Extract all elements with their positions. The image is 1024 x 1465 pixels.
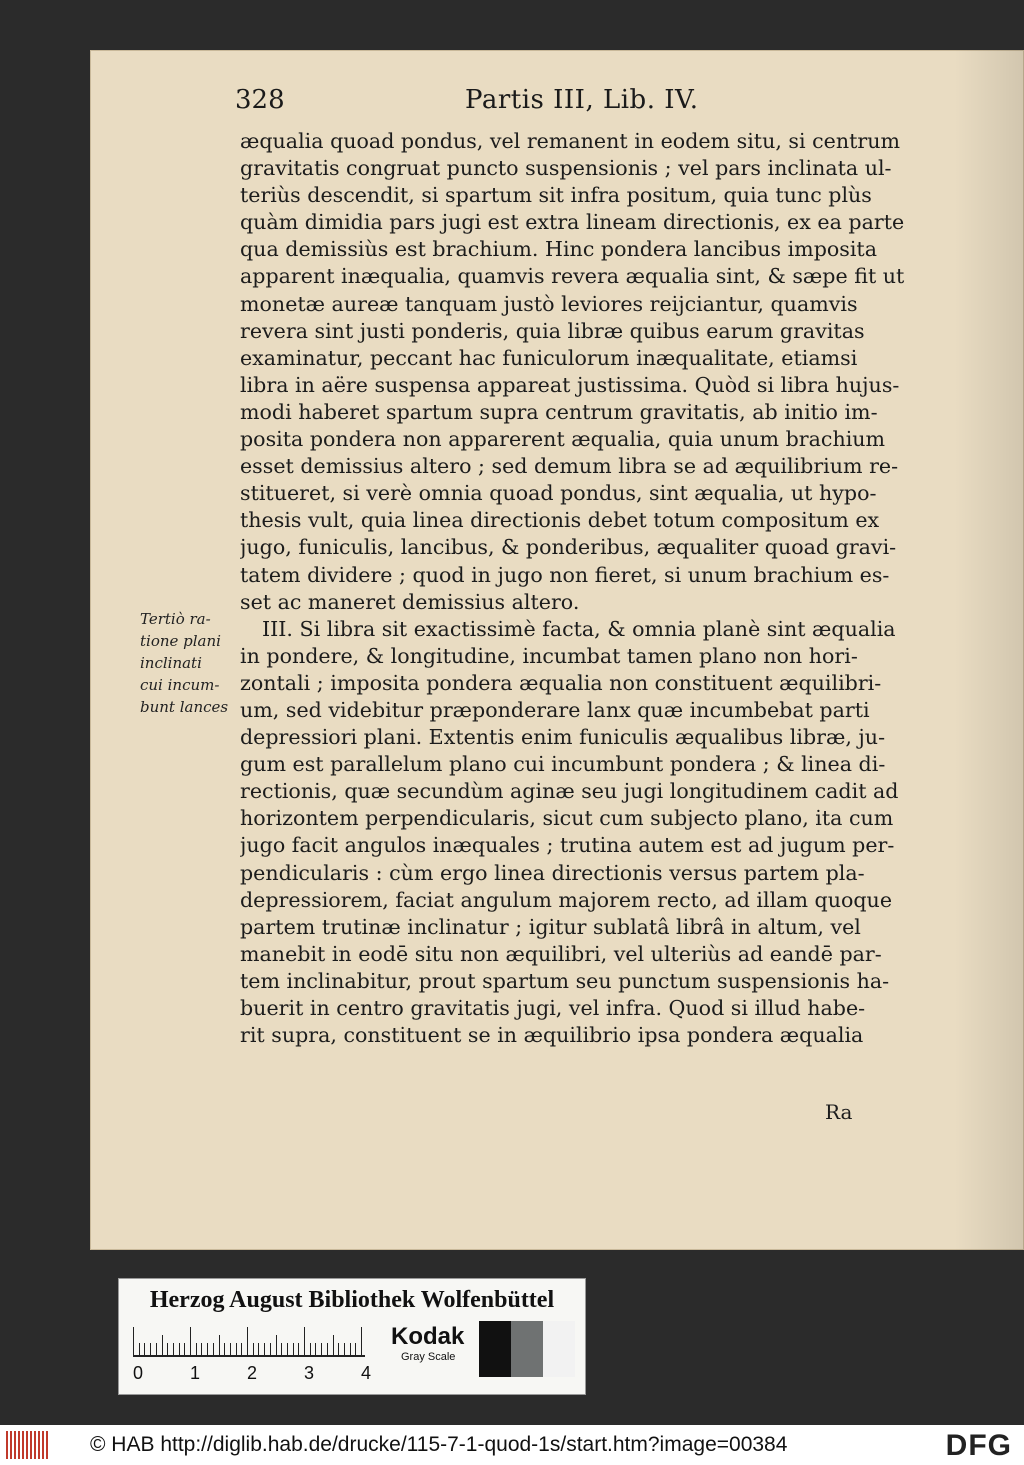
ruler-tick (333, 1335, 334, 1355)
text-line: pendicularis : cùm ergo linea directionis versus partem pla- (240, 860, 865, 885)
ruler-number: 4 (361, 1363, 372, 1383)
ruler-number: 3 (304, 1363, 315, 1383)
margin-note-line: inclinati (140, 654, 202, 672)
margin-note-line: tione plani (140, 632, 221, 650)
citation-link[interactable]: © HAB http://diglib.hab.de/drucke/115-7-1-quod-1s/start.htm?image=00384 (90, 1433, 788, 1456)
ruler-tick (321, 1343, 322, 1355)
ruler-tick (338, 1343, 339, 1355)
viewer-footer (0, 1425, 1024, 1465)
ruler-tick (315, 1343, 316, 1355)
text-line: esset demissius altero ; sed demum libra se ad æquilibrium re- (240, 454, 899, 479)
text-line: thesis vult, quia linea directionis debet totum compositum ex (240, 508, 880, 533)
scale-ruler (133, 1325, 365, 1357)
text-line: in pondere, & longitudine, incumbat tamen plano non hori- (240, 643, 858, 668)
ruler-tick (156, 1343, 157, 1355)
gray-patch (479, 1321, 511, 1377)
text-line: buerit in centro gravitatis jugi, vel infra. Quod si illud habe- (240, 996, 866, 1020)
text-line: modi haberet spartum supra centrum gravitatis, ab initio im- (240, 399, 878, 424)
ruler-tick (310, 1343, 311, 1355)
ruler-tick (247, 1327, 248, 1355)
text-line: posita pondera non apparerent æqualia, quia unum brachium (240, 427, 886, 452)
ruler-tick (293, 1343, 294, 1355)
text-line: qua demissiùs est brachium. Hinc pondera lancibus imposita (240, 237, 877, 262)
ruler-tick (150, 1343, 151, 1355)
ruler-tick (167, 1343, 168, 1355)
ruler-number: 2 (247, 1363, 258, 1383)
ruler-tick (253, 1343, 254, 1355)
text-line: manebit in eodē situ non æquilibri, vel ulteriùs ad eandē par- (240, 941, 882, 966)
ruler-tick (196, 1343, 197, 1355)
text-line: gravitatis congruat puncto suspensionis ; vel pars inclinata ul- (240, 156, 892, 181)
ruler-tick (133, 1327, 134, 1355)
page-number: 328 (235, 85, 285, 115)
ruler-tick (276, 1335, 277, 1355)
text-line: depressiorem, faciat angulum majorem recto, ad illam quoque (240, 887, 893, 912)
ruler-tick (298, 1343, 299, 1355)
ruler-tick (350, 1343, 351, 1355)
ruler-tick (230, 1343, 231, 1355)
gray-patch (543, 1321, 575, 1377)
text-line: zontali ; imposita pondera æqualia non constituent æquilibri- (240, 670, 882, 695)
text-line: æqualia quoad pondus, vel remanent in eodem situ, si centrum (240, 129, 901, 153)
ruler-tick (241, 1343, 242, 1355)
ruler-tick (201, 1343, 202, 1355)
gray-patch (511, 1321, 543, 1377)
margin-note-line: bunt lances (140, 698, 229, 716)
ruler-tick (264, 1343, 265, 1355)
ruler-tick (344, 1343, 345, 1355)
text-line: depressiori plani. Extentis enim funiculis æqualibus libræ, ju- (240, 725, 886, 750)
ruler-tick (270, 1343, 271, 1355)
kodak-label: Kodak (391, 1323, 465, 1350)
text-line: jugo, funiculis, lancibus, & ponderibus, æqualiter quoad gravi- (240, 535, 897, 560)
text-line: set ac maneret demissius altero. (240, 589, 580, 614)
ruler-number: 1 (190, 1363, 201, 1383)
ruler-tick (258, 1343, 259, 1355)
catchword: Ra (825, 1100, 853, 1124)
ruler-tick (224, 1343, 225, 1355)
margin-note-line: cui incum- (140, 676, 220, 694)
text-line: tem inclinabitur, prout spartum seu punctum suspensionis ha- (240, 968, 890, 993)
ruler-tick (162, 1335, 163, 1355)
text-line: III. Si libra sit exactissimè facta, & omnia planè sint æqualia (262, 616, 896, 641)
main-text-block (240, 128, 910, 1049)
margin-note (140, 608, 235, 718)
ruler-tick (139, 1343, 140, 1355)
text-line: examinatur, peccant hac funiculorum inæqualitate, etiamsi (240, 345, 858, 370)
ruler-tick (327, 1343, 328, 1355)
ruler-tick (207, 1343, 208, 1355)
ruler-tick (304, 1327, 305, 1355)
text-line: stitueret, si verè omnia quoad pondus, sint æqualia, ut hypo- (240, 481, 877, 506)
ruler-tick (179, 1343, 180, 1355)
margin-note-line: Tertiò ra- (140, 610, 211, 628)
text-line: rectionis, quæ secundùm aginæ seu jugi longitudinem cadit ad (240, 779, 899, 804)
text-line: horizontem perpendicularis, sicut cum subjecto plano, ita cum (240, 806, 894, 831)
text-line: revera sint justi ponderis, quia libræ quibus earum gravitas (240, 318, 865, 343)
text-line: libra in aëre suspensa appareat justissima. Quòd si libra hujus- (240, 372, 900, 397)
ruler-tick (281, 1343, 282, 1355)
library-title: Herzog August Bibliothek Wolfenbüttel (149, 1287, 555, 1313)
text-line: jugo facit angulos inæquales ; trutina autem est ad jugum per- (240, 833, 895, 858)
text-line: quàm dimidia pars jugi est extra lineam directionis, ex ea parte (240, 210, 905, 235)
gray-scale-patches (479, 1321, 575, 1377)
text-line: um, sed videbitur præponderare lanx quæ incumbebat parti (240, 697, 870, 722)
ruler-tick (355, 1343, 356, 1355)
text-line: apparent inæqualia, quamvis revera æqualia sint, & sæpe fit ut (240, 264, 905, 289)
ruler-numbers (127, 1363, 377, 1387)
running-title: Partis III, Lib. IV. (465, 85, 699, 115)
text-line: gum est parallelum plano cui incumbunt pondera ; & linea di- (240, 752, 886, 777)
text-line: monetæ aureæ tanquam justò leviores reijciantur, quamvis (240, 291, 858, 316)
text-line: tatem dividere ; quod in jugo non fieret, si unum brachium es- (240, 562, 890, 587)
ruler-tick (361, 1327, 362, 1355)
ruler-tick (219, 1335, 220, 1355)
hab-logo-icon (6, 1431, 48, 1459)
ruler-tick (144, 1343, 145, 1355)
text-line: teriùs descendit, si spartum sit infra positum, quia tunc plùs (240, 183, 872, 208)
kodak-sublabel: Gray Scale (401, 1351, 456, 1363)
ruler-tick (287, 1343, 288, 1355)
text-line: partem trutinæ inclinatur ; igitur sublatâ librâ in altum, vel (240, 914, 861, 939)
library-color-card (118, 1278, 586, 1395)
page-gutter-shadow (954, 50, 1024, 1250)
page-header (235, 85, 835, 115)
ruler-tick (184, 1343, 185, 1355)
ruler-tick (213, 1343, 214, 1355)
dfg-logo: DFG (945, 1429, 1012, 1462)
ruler-number: 0 (133, 1363, 144, 1383)
ruler-tick (190, 1327, 191, 1355)
text-line: rit supra, constituent se in æquilibrio ipsa pondera æqualia (240, 1023, 864, 1048)
ruler-tick (173, 1343, 174, 1355)
ruler-tick (236, 1343, 237, 1355)
